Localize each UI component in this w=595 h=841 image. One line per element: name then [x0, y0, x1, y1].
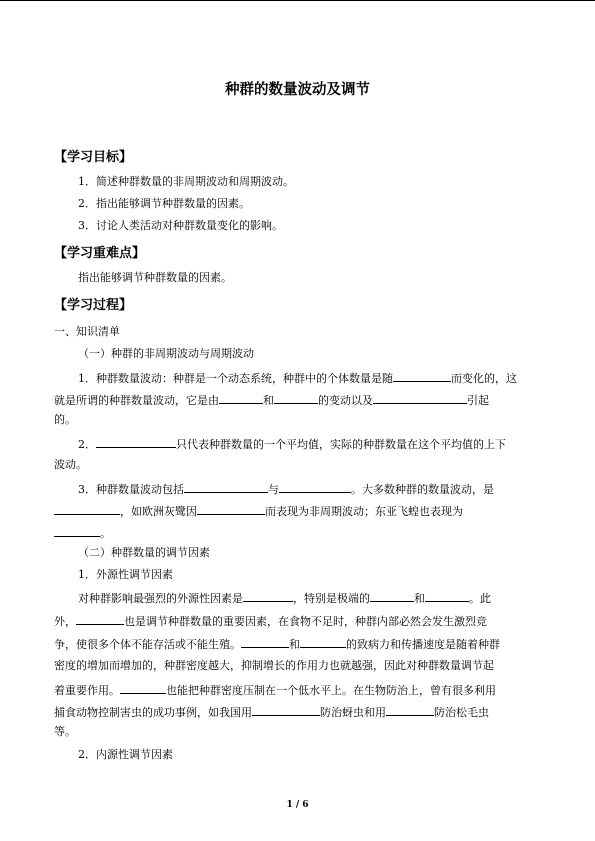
fill-blank[interactable]: [370, 590, 414, 602]
para-4-line-1: 对种群影响最强烈的外源性因素是 ，特别是极端的 和 。此: [78, 592, 491, 605]
para-1-line-2: 就是所谓的种群数量波动，它是由 和 的变动以及 引起: [54, 394, 489, 407]
fill-blank[interactable]: [241, 636, 289, 648]
para-1-line-1: 1．种群数量波动：种群是一个动态系统，种群中的个体数量是随 而变化的，这: [78, 372, 517, 385]
document-title: 种群的数量波动及调节: [225, 82, 370, 98]
fill-blank[interactable]: [54, 503, 120, 515]
fill-blank[interactable]: [425, 590, 469, 602]
subsection-fluctuation: （一）种群的非周期波动与周期波动: [78, 347, 254, 360]
fill-blank[interactable]: [184, 481, 268, 493]
para-4-line-5: 着重要作用。 也能把种群密度压制在一个低水平上。在生物防治上，曾有很多利用: [54, 684, 496, 697]
para-4-line-7: 等。: [54, 725, 76, 738]
heading-learning-goals: 【学习目标】: [54, 150, 133, 165]
fill-blank[interactable]: [54, 525, 100, 537]
page-number: 1 / 6: [286, 800, 309, 810]
para-2-line-2: 波动。: [54, 458, 87, 471]
external-factors-title: 1．外源性调节因素: [78, 568, 173, 581]
fill-blank[interactable]: [393, 370, 451, 382]
fill-blank[interactable]: [300, 636, 346, 648]
para-3-line-2: ，如欧洲灰鹭因 而表现为非周期波动；东亚飞蝗也表现为: [54, 503, 463, 519]
fill-blank[interactable]: [197, 503, 265, 515]
goal-item-3: 3．讨论人类活动对种群数量变化的影响。: [78, 219, 283, 232]
para-4-line-6: 捕食动物控制害虫的成功事例，如我国用 防治蚜虫和用 防治松毛虫: [54, 706, 489, 719]
fill-blank[interactable]: [386, 704, 434, 716]
fill-blank[interactable]: [243, 590, 293, 602]
fill-blank[interactable]: [219, 392, 263, 404]
para-4-line-2: 外， 也是调节种群数量的重要因素，在食物不足时，种群内部必然会发生激烈竞: [54, 615, 487, 628]
para-4-line-3: 争，使很多个体不能存活或不能生殖。 和 的致病力和传播速度是随着种群: [54, 638, 500, 651]
subsection-regulation-factors: （二）种群数量的调节因素: [78, 546, 210, 559]
para-1-line-3: 的。: [54, 413, 76, 426]
para-3-line-1: 3．种群数量波动包括 与 。大多数种群的数量波动，是: [78, 483, 494, 496]
fill-blank[interactable]: [373, 392, 467, 404]
para-2-line-1: 2． 只代表种群数量的一个平均值，实际的种群数量在这个平均值的上下: [78, 438, 506, 451]
heading-key-points: 【学习重难点】: [54, 246, 146, 261]
section-knowledge-list: 一、知识清单: [54, 325, 120, 338]
page-top-border: [0, 0, 595, 1]
para-3-line-3: 。: [54, 525, 111, 541]
fill-blank[interactable]: [96, 436, 176, 448]
internal-factors-title: 2．内源性调节因素: [78, 748, 173, 761]
goal-item-2: 2．指出能够调节种群数量的因素。: [78, 197, 250, 210]
goal-item-1: 1．简述种群数量的非周期波动和周期波动。: [78, 175, 294, 188]
key-point-text: 指出能够调节种群数量的因素。: [78, 271, 232, 284]
fill-blank[interactable]: [279, 481, 351, 493]
para-4-line-4: 密度的增加而增加的，种群密度越大，抑制增长的作用力也就越强，因此对种群数量调节起: [54, 659, 494, 672]
fill-blank[interactable]: [120, 682, 166, 694]
heading-learning-process: 【学习过程】: [54, 298, 133, 313]
fill-blank[interactable]: [274, 392, 318, 404]
fill-blank[interactable]: [252, 704, 320, 716]
fill-blank[interactable]: [76, 613, 124, 625]
